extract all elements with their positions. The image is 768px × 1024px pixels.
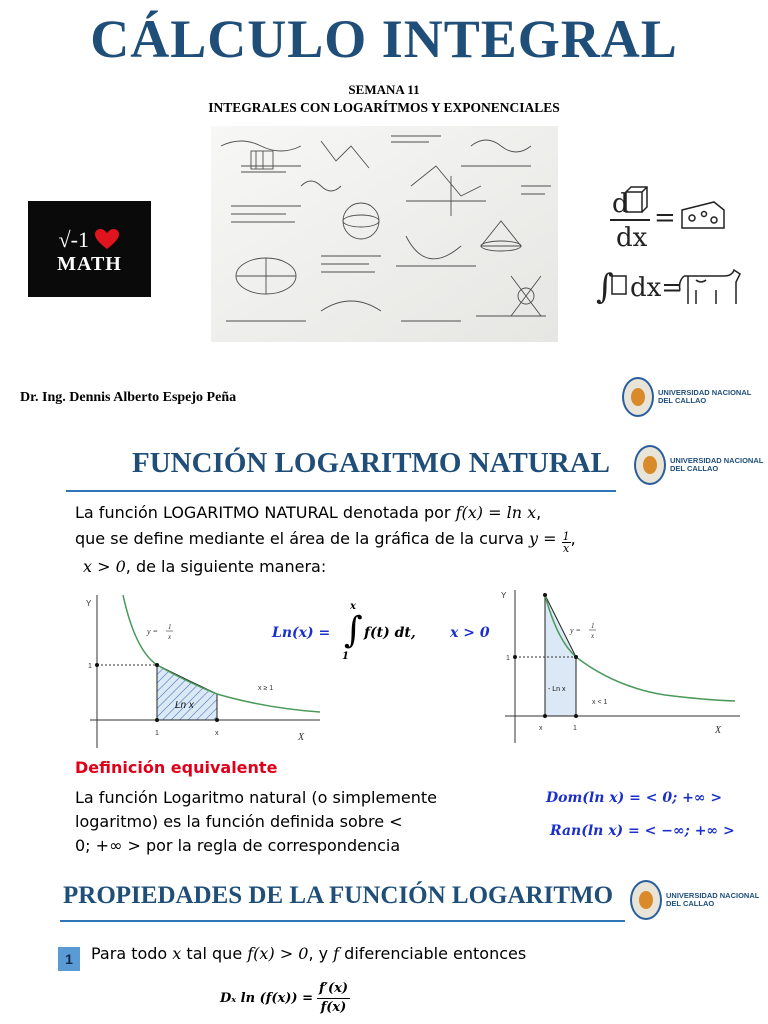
text-span: , xyxy=(536,503,542,522)
property-1-formula xyxy=(220,975,350,1021)
x-tick-label: 1 xyxy=(155,730,159,737)
region-condition: x < 1 xyxy=(592,699,608,706)
curve-label: y = xyxy=(570,626,581,635)
text-span: Para todo xyxy=(91,944,173,963)
integral-lhs: Ln(x) = xyxy=(272,625,331,641)
text-span: , y xyxy=(308,944,334,963)
y-tick-label: 1 xyxy=(88,663,92,670)
svg-text:dx=: dx= xyxy=(630,273,684,303)
y-tick-label: 1 xyxy=(506,655,510,662)
formula-lhs: Dₓ ln (f(x)) = xyxy=(220,990,313,1006)
heart-icon xyxy=(94,228,120,250)
point xyxy=(95,663,99,667)
range-formula: Ran(ln x) = < −∞; +∞ > xyxy=(550,823,735,839)
hatched-area xyxy=(157,665,217,720)
text-span: , de la siguiente manera: xyxy=(125,557,327,576)
university-line2: DEL CALLAO xyxy=(658,396,707,405)
equiv-line: logaritmo) es la función definida sobre < xyxy=(75,812,403,831)
section-divider xyxy=(60,920,625,922)
integral-condition: x > 0 xyxy=(450,625,490,641)
university-line1: UNIVERSIDAD NACIONAL xyxy=(658,388,752,397)
domain-formula: Dom(ln x) = < 0; +∞ > xyxy=(546,790,723,806)
text-span: tal que xyxy=(181,944,248,963)
university-line2: DEL CALLAO xyxy=(666,899,715,908)
region-condition: x ≥ 1 xyxy=(258,685,274,692)
integral-integrand: f(t) dt, xyxy=(364,625,416,641)
formula-denominator: f(x) xyxy=(320,999,347,1015)
university-logo xyxy=(630,880,759,920)
point xyxy=(215,718,219,722)
svg-text:d: d xyxy=(612,189,629,219)
university-seal-icon xyxy=(630,880,662,920)
point xyxy=(155,718,159,722)
integral-sign: ∫ xyxy=(344,610,363,651)
svg-text:=: = xyxy=(654,203,676,233)
y-axis-label: Y xyxy=(86,599,92,608)
equivalent-definition-text xyxy=(75,786,535,858)
formula-numerator: f′(x) xyxy=(317,980,350,999)
point xyxy=(574,655,578,659)
fraction-num: 1 xyxy=(562,530,570,543)
math-span: f(x) = ln x xyxy=(455,503,537,522)
y-axis-label: Y xyxy=(501,591,507,600)
point xyxy=(543,593,547,597)
university-line1: UNIVERSIDAD NACIONAL xyxy=(666,891,760,900)
week-label: SEMANA 11 xyxy=(348,82,420,97)
point xyxy=(543,714,547,718)
svg-text:dx: dx xyxy=(616,223,648,253)
equivalent-definition-heading: Definición equivalente xyxy=(75,758,278,777)
university-logo xyxy=(622,377,751,417)
definition-line-1 xyxy=(75,500,695,526)
x-tick-label: x xyxy=(539,725,543,732)
integral-definition xyxy=(272,603,502,663)
point xyxy=(155,663,159,667)
point xyxy=(513,655,517,659)
math-span: x xyxy=(172,944,182,963)
x-tick-label: x xyxy=(215,730,219,737)
x-axis-label: X xyxy=(298,732,305,743)
logo-sqrt-text: √-1 xyxy=(58,227,89,252)
definition-paragraph xyxy=(75,500,695,580)
equiv-line: 0; +∞ > por la regla de correspondencia xyxy=(75,836,401,855)
text-span: que se define mediante el área de la gráfica de la curva xyxy=(75,529,529,548)
fraction xyxy=(562,531,571,554)
integral-lower: 1 xyxy=(342,651,349,662)
university-seal-icon xyxy=(622,377,654,417)
definition-line-3 xyxy=(75,554,695,580)
section-divider xyxy=(66,490,616,492)
property-number-badge: 1 xyxy=(58,947,80,971)
curve-label-num: 1 xyxy=(168,623,172,631)
logo-math-text: MATH xyxy=(57,253,122,275)
text-span: diferenciable entonces xyxy=(339,944,527,963)
text-span: La función LOGARITMO NATURAL denotada por xyxy=(75,503,456,522)
author-name: Dr. Ing. Dennis Alberto Espejo Peña xyxy=(20,390,237,405)
text-span: , xyxy=(570,529,576,548)
point xyxy=(574,714,578,718)
math-span: y = xyxy=(528,529,557,548)
section-heading-logaritmo: FUNCIÓN LOGARITMO NATURAL xyxy=(132,447,610,479)
page-subtitle: INTEGRALES CON LOGARÍTMOS Y EXPONENCIALES xyxy=(208,100,560,115)
page-title: CÁLCULO INTEGRAL xyxy=(90,9,678,69)
svg-text:∫: ∫ xyxy=(596,267,614,307)
fraction-den: x xyxy=(563,542,570,555)
curve-label-den: x xyxy=(168,633,172,641)
equations-photo xyxy=(211,126,558,342)
math-logo xyxy=(28,201,151,297)
definition-line-2 xyxy=(75,526,695,554)
x-tick-label: 1 xyxy=(573,725,577,732)
university-logo xyxy=(634,445,763,485)
graph-ln-x-lt-1 xyxy=(495,585,745,745)
x-axis-label: X xyxy=(715,725,722,736)
integral-upper: x xyxy=(350,601,356,612)
math-span: x > 0 xyxy=(83,557,126,576)
math-span: f xyxy=(333,944,340,963)
curve-label-num: 1 xyxy=(591,622,595,630)
university-seal-icon xyxy=(634,445,666,485)
region-label: Ln x xyxy=(175,700,194,711)
property-1-text xyxy=(91,944,526,963)
equations-scribble-image xyxy=(211,126,558,342)
derivative-joke-image xyxy=(592,180,752,320)
shaded-area xyxy=(545,595,576,716)
math-span: f(x) > 0 xyxy=(247,944,309,963)
region-label: - Ln x xyxy=(548,686,566,693)
curve-label: y = xyxy=(147,627,158,636)
section-heading-propiedades: PROPIEDADES DE LA FUNCIÓN LOGARITMO xyxy=(63,882,614,909)
equiv-line: La función Logaritmo natural (o simplemente xyxy=(75,788,438,807)
curve-label-den: x xyxy=(591,632,595,640)
university-line1: UNIVERSIDAD NACIONAL xyxy=(670,456,764,465)
formula-fraction xyxy=(317,980,350,1017)
university-line2: DEL CALLAO xyxy=(670,464,719,473)
